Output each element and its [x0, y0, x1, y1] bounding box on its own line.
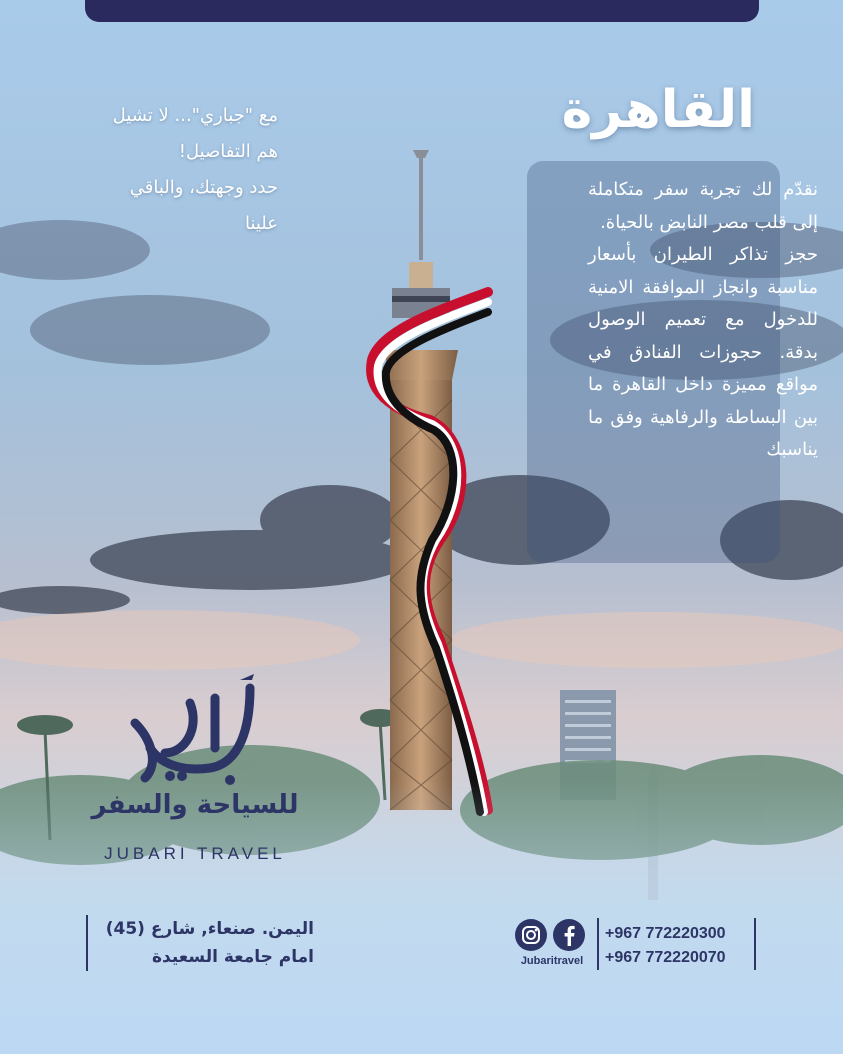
phone-numbers — [605, 922, 750, 970]
address — [92, 915, 314, 971]
address-divider — [86, 915, 88, 971]
slogan — [78, 98, 278, 242]
social-handle: Jubaritravel — [520, 955, 584, 967]
description-paragraph: نقدّم لك تجربة سفر متكاملة إلى قلب مصر النابض بالحياة. — [588, 179, 818, 233]
brand-logo — [90, 668, 300, 868]
contact-divider — [597, 918, 599, 970]
description-text — [588, 174, 818, 467]
slogan-line: علينا — [244, 213, 278, 234]
logo-calligraphy-icon — [90, 668, 300, 788]
top-bar — [85, 0, 759, 22]
phone-number[interactable]: +967 772220300 — [605, 925, 726, 942]
phone-divider — [754, 918, 756, 970]
address-line: اليمن. صنعاء, شارع (45) — [105, 919, 314, 939]
phone-number[interactable]: +967 772220070 — [605, 949, 726, 966]
brand-subtitle: للسياحة والسفر — [91, 790, 299, 820]
page-title: القاهرة — [561, 80, 755, 140]
brand-name-en: JUBARI TRAVEL — [104, 844, 286, 863]
slogan-line: مع "جباري"... لا تشيل — [112, 105, 278, 126]
slogan-line: هم التفاصيل! — [178, 141, 278, 162]
slogan-line: حدد وجهتك، والباقي — [129, 177, 278, 198]
description-paragraph: حجز تذاكر الطيران بأسعار مناسبة وانجاز الموافقة الامنية للدخول مع تعميم الوصول بدقة. حجوزات الفنادق في مواقع مميزة داخل القاهرة ما بين البساطة والرفاهية وفق ما يناسبك — [588, 244, 818, 460]
social-links — [510, 918, 592, 972]
instagram-icon[interactable] — [514, 918, 548, 952]
facebook-icon[interactable] — [552, 918, 586, 952]
address-line: امام جامعة السعيدة — [152, 947, 314, 967]
